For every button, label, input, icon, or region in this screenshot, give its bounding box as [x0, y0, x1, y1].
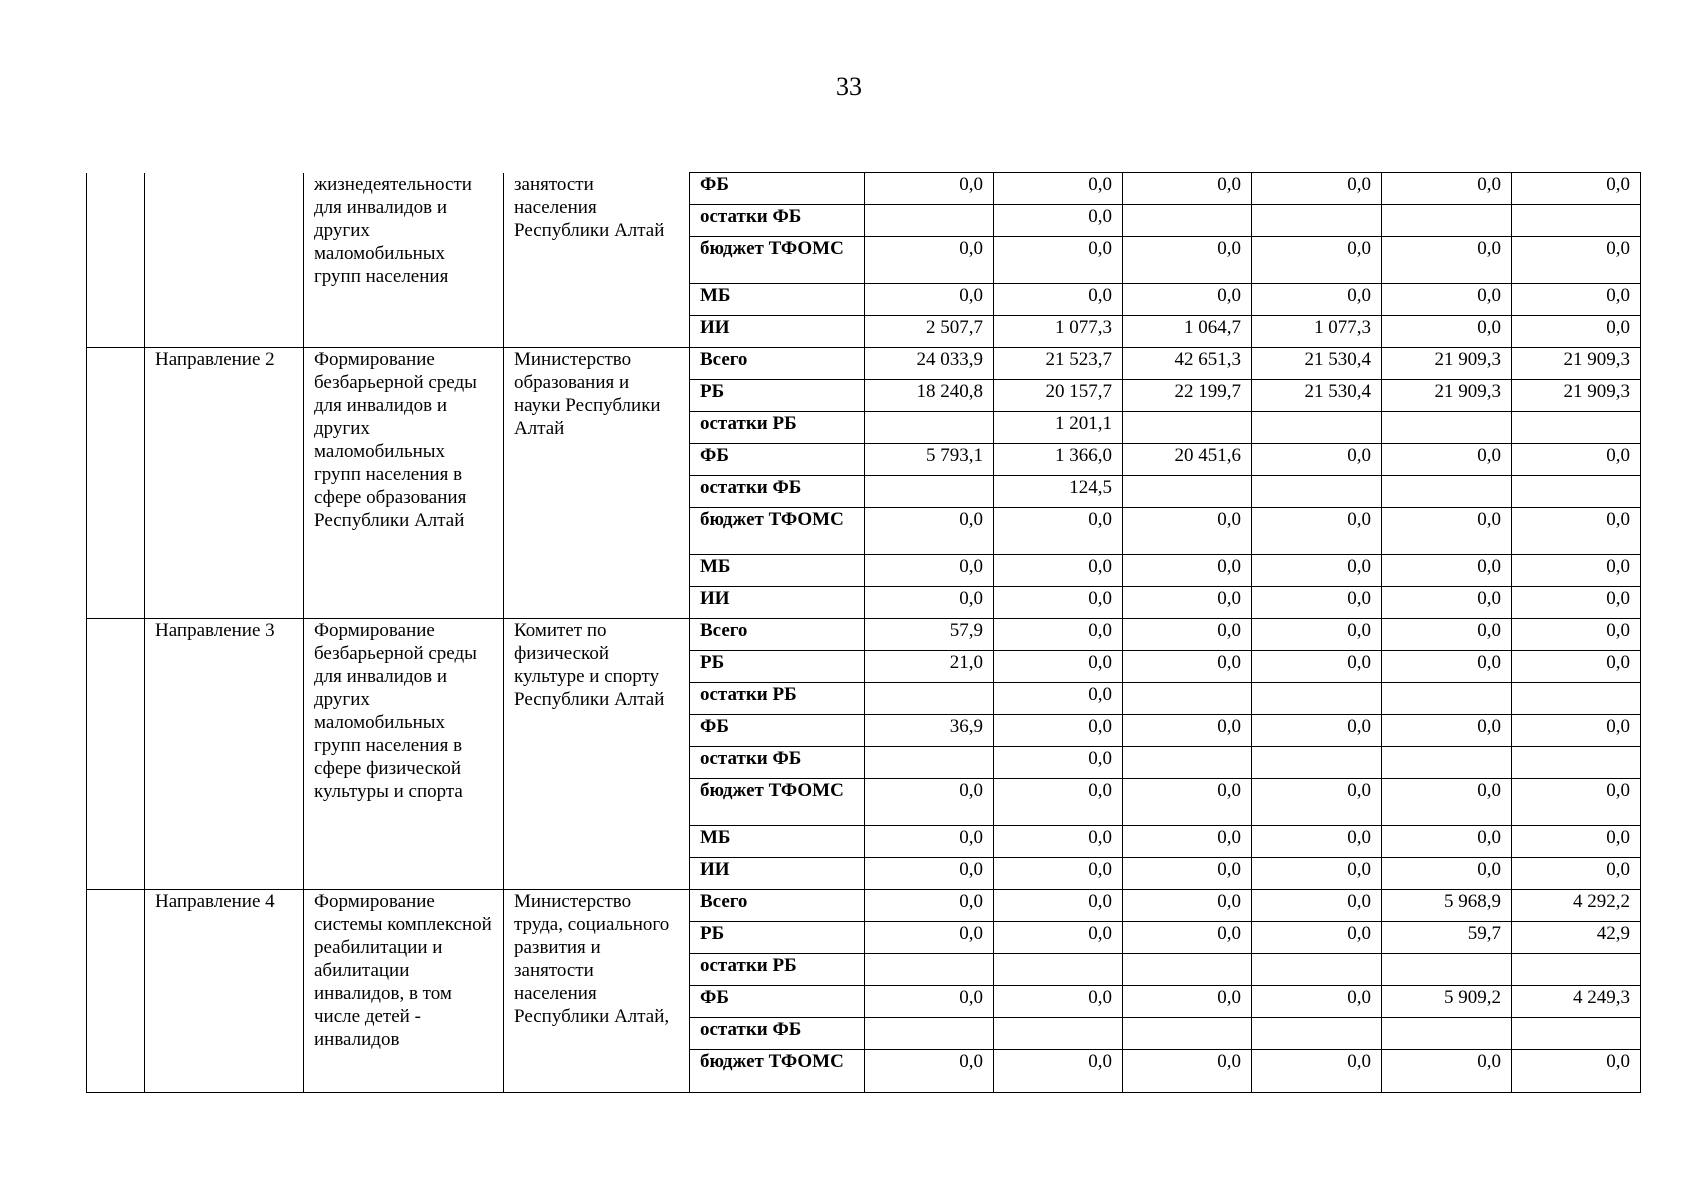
value-cell: 0,0: [1382, 715, 1512, 747]
value-cell: 5 968,9: [1382, 890, 1512, 922]
value-cell: 0,0: [865, 986, 994, 1018]
value-cell: 0,0: [1123, 173, 1252, 205]
value-cell: 0,0: [1123, 858, 1252, 890]
value-cell: 0,0: [1512, 555, 1641, 587]
value-cell: [1382, 747, 1512, 779]
value-cell: [1512, 476, 1641, 508]
value-cell: 18 240,8: [865, 380, 994, 412]
executor-cell: Комитет по физической культуре и спорту Республики Алтай: [504, 619, 690, 890]
value-cell: 0,0: [1252, 508, 1382, 555]
value-cell: 0,0: [1512, 619, 1641, 651]
value-cell: 0,0: [865, 1050, 994, 1093]
value-cell: 0,0: [1123, 826, 1252, 858]
value-cell: 1 064,7: [1123, 316, 1252, 348]
value-cell: 21 530,4: [1252, 348, 1382, 380]
funding-source-cell: МБ: [690, 555, 865, 587]
funding-source-cell: РБ: [690, 922, 865, 954]
value-cell: [1382, 683, 1512, 715]
measure-name-cell: Формирование системы комплексной реабилитации и абилитации инвалидов, в том числе детей - инвалидов: [304, 890, 504, 1093]
financing-table: [86, 172, 1641, 1093]
value-cell: 0,0: [865, 237, 994, 284]
value-cell: [1382, 412, 1512, 444]
funding-source-cell: остатки ФБ: [690, 476, 865, 508]
value-cell: 0,0: [994, 986, 1123, 1018]
value-cell: 0,0: [1512, 508, 1641, 555]
value-cell: [865, 412, 994, 444]
value-cell: [1123, 954, 1252, 986]
value-cell: 0,0: [1382, 316, 1512, 348]
funding-source-cell: ФБ: [690, 444, 865, 476]
value-cell: 0,0: [994, 683, 1123, 715]
value-cell: 2 507,7: [865, 316, 994, 348]
value-cell: 0,0: [1382, 826, 1512, 858]
value-cell: 22 199,7: [1123, 380, 1252, 412]
value-cell: 0,0: [865, 284, 994, 316]
value-cell: 0,0: [1382, 508, 1512, 555]
funding-source-cell: ИИ: [690, 587, 865, 619]
value-cell: 0,0: [1512, 715, 1641, 747]
value-cell: 0,0: [865, 922, 994, 954]
value-cell: 0,0: [994, 284, 1123, 316]
value-cell: 0,0: [1512, 779, 1641, 826]
value-cell: 0,0: [1123, 986, 1252, 1018]
value-cell: [865, 954, 994, 986]
value-cell: [994, 954, 1123, 986]
value-cell: 1 077,3: [994, 316, 1123, 348]
value-cell: [1123, 205, 1252, 237]
value-cell: 0,0: [1123, 508, 1252, 555]
executor-cell: занятости населения Республики Алтай: [504, 173, 690, 348]
value-cell: 0,0: [1252, 858, 1382, 890]
direction-cell: Направление 4: [145, 890, 304, 1093]
value-cell: 0,0: [1123, 555, 1252, 587]
value-cell: 0,0: [1382, 555, 1512, 587]
value-cell: [1512, 683, 1641, 715]
funding-source-cell: остатки РБ: [690, 412, 865, 444]
value-cell: 0,0: [865, 890, 994, 922]
value-cell: [1252, 412, 1382, 444]
value-cell: [1512, 205, 1641, 237]
value-cell: [1252, 747, 1382, 779]
value-cell: 0,0: [1382, 619, 1512, 651]
value-cell: 0,0: [1252, 826, 1382, 858]
value-cell: 1 077,3: [1252, 316, 1382, 348]
value-cell: 5 793,1: [865, 444, 994, 476]
value-cell: 4 292,2: [1512, 890, 1641, 922]
funding-source-cell: бюджет ТФОМС: [690, 508, 865, 555]
value-cell: 0,0: [994, 779, 1123, 826]
table-row: [87, 173, 1641, 205]
value-cell: 0,0: [1512, 651, 1641, 683]
direction-cell: Направление 3: [145, 619, 304, 890]
funding-source-cell: ИИ: [690, 316, 865, 348]
value-cell: 0,0: [1123, 715, 1252, 747]
value-cell: 0,0: [994, 508, 1123, 555]
value-cell: 0,0: [1252, 237, 1382, 284]
funding-source-cell: остатки РБ: [690, 683, 865, 715]
measure-name-cell: Формирование безбарьерной среды для инвалидов и других маломобильных групп населения в сфере образования Республики Алтай: [304, 348, 504, 619]
value-cell: 0,0: [865, 587, 994, 619]
value-cell: 0,0: [865, 779, 994, 826]
value-cell: 0,0: [994, 555, 1123, 587]
executor-cell: Министерство труда, социального развития и занятости населения Республики Алтай,: [504, 890, 690, 1093]
value-cell: 0,0: [994, 173, 1123, 205]
measure-name-cell: Формирование безбарьерной среды для инвалидов и других маломобильных групп населения в сфере физической культуры и спорта: [304, 619, 504, 890]
value-cell: 0,0: [1252, 779, 1382, 826]
value-cell: 0,0: [994, 747, 1123, 779]
value-cell: 0,0: [1252, 890, 1382, 922]
funding-source-cell: МБ: [690, 826, 865, 858]
value-cell: 0,0: [1123, 284, 1252, 316]
value-cell: 0,0: [1512, 444, 1641, 476]
value-cell: 21 909,3: [1382, 380, 1512, 412]
table-row: [87, 348, 1641, 380]
value-cell: 21 530,4: [1252, 380, 1382, 412]
value-cell: 0,0: [994, 715, 1123, 747]
value-cell: 124,5: [994, 476, 1123, 508]
value-cell: 0,0: [994, 651, 1123, 683]
row-number-cell: [87, 348, 145, 619]
value-cell: [1123, 683, 1252, 715]
value-cell: [1512, 954, 1641, 986]
value-cell: 0,0: [1123, 237, 1252, 284]
value-cell: 0,0: [1512, 858, 1641, 890]
value-cell: 0,0: [994, 858, 1123, 890]
value-cell: 0,0: [1252, 986, 1382, 1018]
value-cell: 0,0: [994, 205, 1123, 237]
value-cell: 0,0: [994, 922, 1123, 954]
direction-cell: Направление 2: [145, 348, 304, 619]
value-cell: 20 157,7: [994, 380, 1123, 412]
value-cell: 0,0: [1382, 858, 1512, 890]
value-cell: 0,0: [994, 826, 1123, 858]
value-cell: 0,0: [1512, 826, 1641, 858]
value-cell: [865, 747, 994, 779]
table-row: [87, 890, 1641, 922]
value-cell: 1 201,1: [994, 412, 1123, 444]
value-cell: 0,0: [1123, 890, 1252, 922]
value-cell: 0,0: [1512, 316, 1641, 348]
value-cell: [1123, 747, 1252, 779]
value-cell: [865, 205, 994, 237]
value-cell: 0,0: [994, 1050, 1123, 1093]
value-cell: 0,0: [1382, 444, 1512, 476]
funding-source-cell: РБ: [690, 651, 865, 683]
value-cell: 0,0: [1382, 779, 1512, 826]
row-number-cell: [87, 619, 145, 890]
funding-source-cell: бюджет ТФОМС: [690, 779, 865, 826]
value-cell: [1512, 747, 1641, 779]
value-cell: 0,0: [1252, 587, 1382, 619]
funding-source-cell: остатки ФБ: [690, 747, 865, 779]
value-cell: 59,7: [1382, 922, 1512, 954]
value-cell: 21,0: [865, 651, 994, 683]
value-cell: [1252, 1018, 1382, 1050]
value-cell: [1252, 205, 1382, 237]
value-cell: 21 909,3: [1512, 380, 1641, 412]
funding-source-cell: бюджет ТФОМС: [690, 1050, 865, 1093]
value-cell: 0,0: [994, 237, 1123, 284]
value-cell: 0,0: [865, 173, 994, 205]
value-cell: [1512, 1018, 1641, 1050]
funding-source-cell: МБ: [690, 284, 865, 316]
row-number-cell: [87, 173, 145, 348]
value-cell: 4 249,3: [1512, 986, 1641, 1018]
value-cell: 0,0: [865, 826, 994, 858]
value-cell: 0,0: [994, 619, 1123, 651]
funding-source-cell: Всего: [690, 890, 865, 922]
value-cell: 21 909,3: [1382, 348, 1512, 380]
funding-source-cell: ИИ: [690, 858, 865, 890]
value-cell: 0,0: [1252, 444, 1382, 476]
value-cell: 1 366,0: [994, 444, 1123, 476]
value-cell: 57,9: [865, 619, 994, 651]
funding-source-cell: остатки ФБ: [690, 1018, 865, 1050]
value-cell: [1512, 412, 1641, 444]
value-cell: [1123, 476, 1252, 508]
value-cell: 0,0: [1123, 922, 1252, 954]
funding-source-cell: РБ: [690, 380, 865, 412]
page-number: 33: [836, 72, 862, 101]
value-cell: 0,0: [1512, 587, 1641, 619]
measure-name-cell: жизнедеятельности для инвалидов и других маломобильных групп населения: [304, 173, 504, 348]
value-cell: 42,9: [1512, 922, 1641, 954]
value-cell: [1382, 205, 1512, 237]
value-cell: 20 451,6: [1123, 444, 1252, 476]
value-cell: 0,0: [865, 508, 994, 555]
value-cell: 0,0: [1512, 237, 1641, 284]
funding-source-cell: бюджет ТФОМС: [690, 237, 865, 284]
value-cell: [865, 476, 994, 508]
value-cell: 0,0: [1123, 651, 1252, 683]
value-cell: [1382, 954, 1512, 986]
value-cell: 0,0: [1252, 619, 1382, 651]
value-cell: 0,0: [1382, 284, 1512, 316]
funding-source-cell: ФБ: [690, 986, 865, 1018]
funding-source-cell: Всего: [690, 348, 865, 380]
executor-cell: Министерство образования и науки Республики Алтай: [504, 348, 690, 619]
value-cell: 0,0: [1123, 587, 1252, 619]
value-cell: [1382, 476, 1512, 508]
value-cell: 0,0: [865, 858, 994, 890]
value-cell: 0,0: [1512, 284, 1641, 316]
value-cell: 0,0: [1512, 173, 1641, 205]
value-cell: 0,0: [1252, 173, 1382, 205]
value-cell: [994, 1018, 1123, 1050]
value-cell: 21 523,7: [994, 348, 1123, 380]
value-cell: 0,0: [1382, 651, 1512, 683]
value-cell: 0,0: [1252, 1050, 1382, 1093]
direction-cell: [145, 173, 304, 348]
value-cell: 0,0: [1382, 1050, 1512, 1093]
value-cell: 0,0: [994, 587, 1123, 619]
value-cell: 21 909,3: [1512, 348, 1641, 380]
funding-source-cell: ФБ: [690, 173, 865, 205]
value-cell: [1252, 683, 1382, 715]
funding-source-cell: Всего: [690, 619, 865, 651]
value-cell: 0,0: [1123, 779, 1252, 826]
value-cell: 0,0: [994, 890, 1123, 922]
value-cell: 0,0: [1512, 1050, 1641, 1093]
value-cell: 0,0: [1252, 715, 1382, 747]
value-cell: [1123, 1018, 1252, 1050]
value-cell: 0,0: [1382, 587, 1512, 619]
value-cell: 0,0: [1123, 619, 1252, 651]
value-cell: [1123, 412, 1252, 444]
value-cell: 24 033,9: [865, 348, 994, 380]
value-cell: 0,0: [1382, 173, 1512, 205]
value-cell: 0,0: [1382, 237, 1512, 284]
value-cell: 0,0: [1252, 651, 1382, 683]
value-cell: 36,9: [865, 715, 994, 747]
value-cell: 5 909,2: [1382, 986, 1512, 1018]
value-cell: 0,0: [1252, 555, 1382, 587]
value-cell: [1252, 954, 1382, 986]
funding-source-cell: ФБ: [690, 715, 865, 747]
value-cell: 42 651,3: [1123, 348, 1252, 380]
value-cell: 0,0: [1123, 1050, 1252, 1093]
table-row: [87, 619, 1641, 651]
value-cell: [865, 683, 994, 715]
value-cell: 0,0: [1252, 922, 1382, 954]
funding-source-cell: остатки РБ: [690, 954, 865, 986]
funding-source-cell: остатки ФБ: [690, 205, 865, 237]
value-cell: 0,0: [865, 555, 994, 587]
value-cell: [1382, 1018, 1512, 1050]
value-cell: [1252, 476, 1382, 508]
value-cell: 0,0: [1252, 284, 1382, 316]
value-cell: [865, 1018, 994, 1050]
row-number-cell: [87, 890, 145, 1093]
